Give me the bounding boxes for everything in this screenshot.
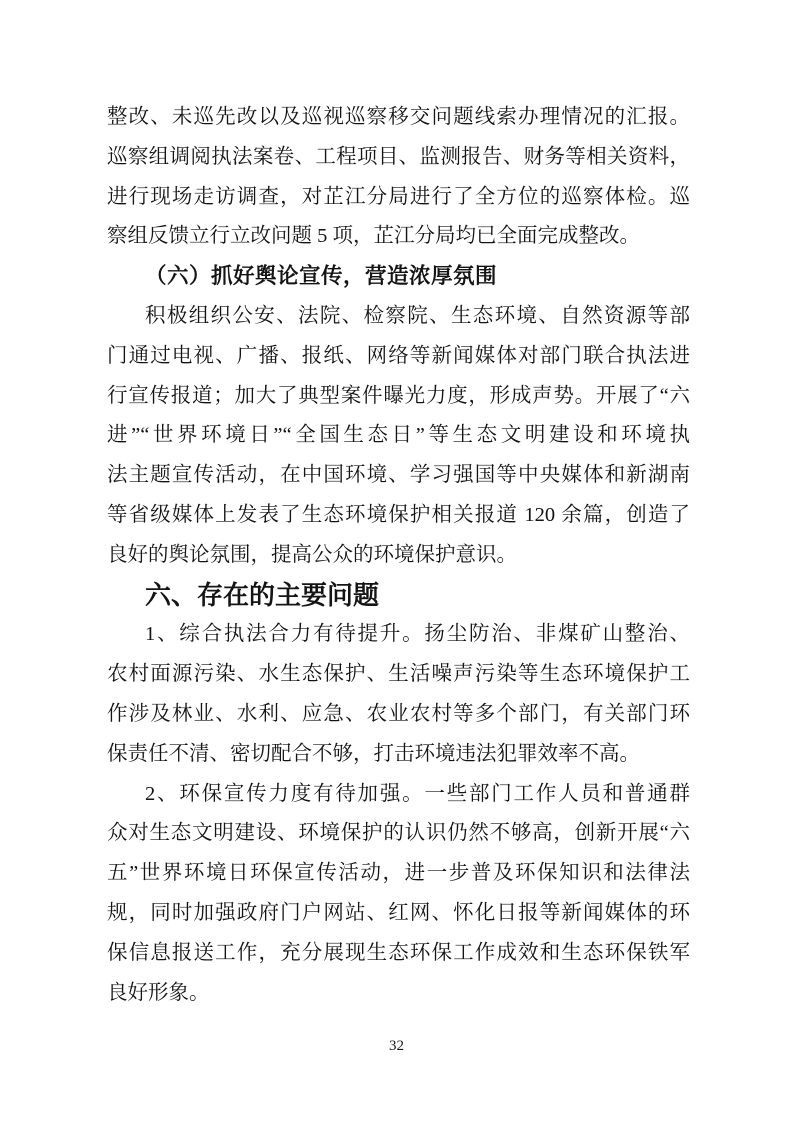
body-line: 进”“世界环境日”“全国生态日”等生态文明建设和环境执 (107, 424, 690, 447)
body-line: 农村面源污染、水生态保护、生活噪声污染等生态环境保护工 (107, 663, 690, 686)
body-line: 法主题宣传活动，在中国环境、学习强国等中央媒体和新湖南 (107, 464, 690, 487)
body-line: 积极组织公安、法院、检察院、生态环境、自然资源等部 (145, 304, 690, 327)
body-line: 良好的舆论氛围，提高公众的环境保护意识。 (107, 543, 517, 566)
body-line: 作涉及林业、水利、应急、农业农村等多个部门，有关部门环 (107, 702, 690, 725)
body-line: 保信息报送工作，充分展现生态环保工作成效和生态环保铁军 (107, 941, 690, 964)
body-line: 进行现场走访调查，对芷江分局进行了全方位的巡察体检。巡 (107, 185, 690, 208)
section-heading-six-publicity: （六）抓好舆论宣传，营造浓厚氛围 (145, 264, 498, 289)
body-line: 门通过电视、广播、报纸、网络等新闻媒体对部门联合执法进 (107, 344, 690, 367)
body-line: 2、环保宣传力度有待加强。一些部门工作人员和普通群 (145, 782, 690, 805)
paragraph-continuation (107, 98, 690, 257)
body-line: 巡察组调阅执法案卷、工程项目、监测报告、财务等相关资料， (107, 145, 690, 168)
body-line: 规，同时加强政府门户网站、红网、怀化日报等新闻媒体的环 (107, 901, 690, 924)
paragraph-publicity (107, 297, 690, 576)
body-line: 察组反馈立行立改问题 5 项，芷江分局均已全面完成整改。 (107, 225, 640, 248)
body-line: 众对生态文明建设、环境保护的认识仍然不够高，创新开展“六 (107, 822, 690, 845)
body-line: 整改、未巡先改以及巡视巡察移交问题线索办理情况的汇报。 (107, 106, 690, 128)
body-line: 保责任不清、密切配合不够，打击环境违法犯罪效率不高。 (107, 742, 640, 765)
chapter-heading-main-problems: 六、存在的主要问题 (145, 579, 380, 610)
page-number: 32 (389, 1038, 404, 1054)
paragraph-problem-2 (107, 775, 690, 1014)
body-line: 良好形象。 (107, 981, 210, 1004)
paragraph-problem-1 (107, 615, 690, 774)
body-line: 五”世界环境日环保宣传活动，进一步普及环保知识和法律法 (107, 862, 690, 885)
body-line: 1、综合执法合力有待提升。扬尘防治、非煤矿山整治、 (145, 623, 690, 646)
body-line: 行宣传报道；加大了典型案件曝光力度，形成声势。开展了“六 (107, 384, 690, 407)
body-line: 等省级媒体上发表了生态环境保护相关报道 120 余篇，创造了 (107, 503, 690, 526)
page-text-block (107, 98, 690, 1013)
